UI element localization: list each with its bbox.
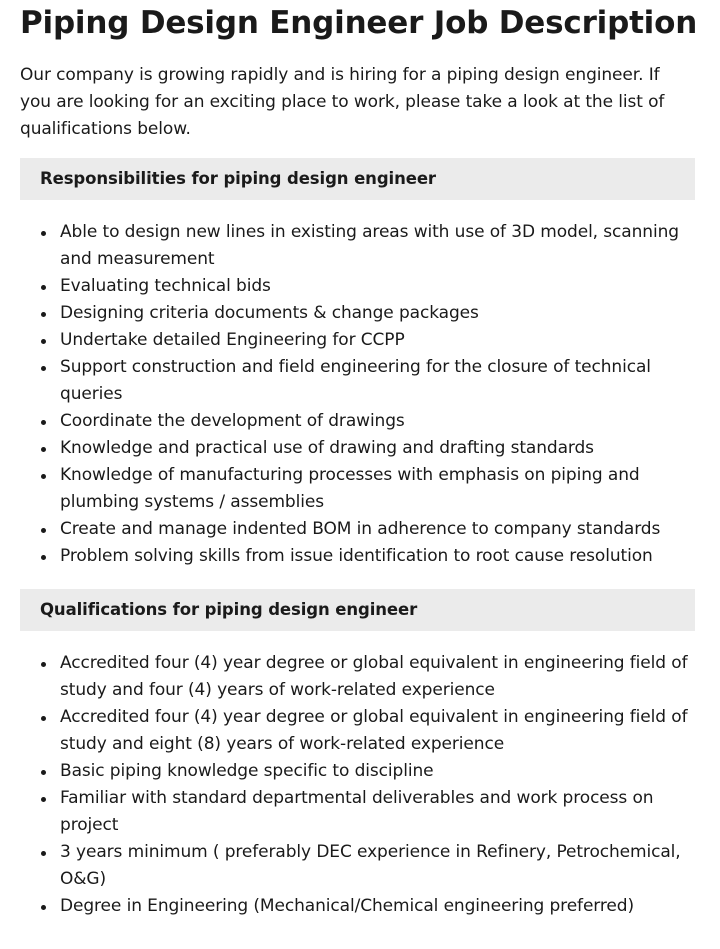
responsibilities-list [20,219,695,570]
list-item: Evaluating technical bids [60,273,695,300]
list-item: Knowledge and practical use of drawing and drafting standards [60,435,695,462]
list-item: 3 years minimum ( preferably DEC experience in Refinery, Petrochemical, O&G) [60,839,695,893]
list-item: Knowledge of manufacturing processes with emphasis on piping and plumbing systems / assemblies [60,462,695,516]
qualifications-list [20,650,695,920]
list-item: Basic piping knowledge specific to discipline [60,758,695,785]
list-item: Familiar with standard departmental deliverables and work process on project [60,785,695,839]
responsibilities-heading: Responsibilities for piping design engineer [20,158,695,200]
list-item: Degree in Engineering (Mechanical/Chemical engineering preferred) [60,893,695,920]
list-item: Able to design new lines in existing areas with use of 3D model, scanning and measurement [60,219,695,273]
list-item: Problem solving skills from issue identification to root cause resolution [60,543,695,570]
list-item: Accredited four (4) year degree or global equivalent in engineering field of study and four (4) years of work-related experience [60,650,695,704]
list-item: Accredited four (4) year degree or global equivalent in engineering field of study and eight (8) years of work-related experience [60,704,695,758]
qualifications-heading: Qualifications for piping design engineer [20,589,695,631]
list-item: Coordinate the development of drawings [60,408,695,435]
page-title: Piping Design Engineer Job Description [20,5,698,41]
list-item: Designing criteria documents & change packages [60,300,695,327]
list-item: Undertake detailed Engineering for CCPP [60,327,695,354]
list-item: Create and manage indented BOM in adherence to company standards [60,516,695,543]
list-item: Support construction and field engineering for the closure of technical queries [60,354,695,408]
intro-paragraph: Our company is growing rapidly and is hiring for a piping design engineer. If you are looking for an exciting place to work, please take a look at the list of qualifications below. [20,65,665,139]
